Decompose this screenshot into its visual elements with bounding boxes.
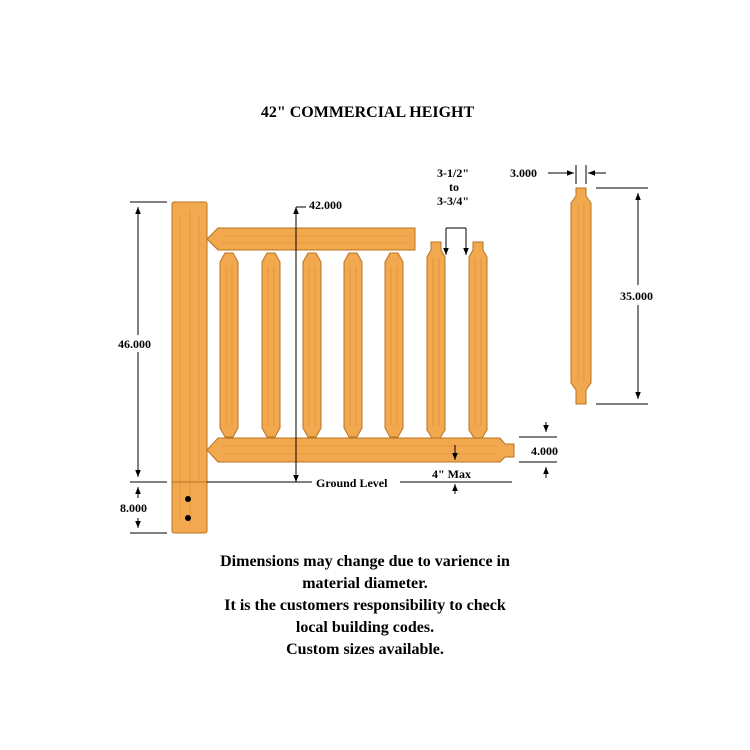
spindle — [427, 242, 445, 438]
spindle — [220, 253, 238, 437]
top-rail — [207, 228, 415, 250]
dim-spindle-gap — [437, 166, 469, 255]
label-rail-height: 42.000 — [309, 198, 342, 212]
dim-spindle-length — [596, 188, 653, 404]
fence-post — [172, 202, 207, 533]
spindle — [469, 242, 487, 438]
note-line: material diameter. — [302, 575, 428, 592]
label-post-bury: 8.000 — [120, 501, 147, 515]
spindles — [220, 242, 487, 438]
spindle — [262, 253, 280, 437]
label-ground-clearance: 4" Max — [432, 467, 471, 481]
bottom-rail — [207, 438, 514, 462]
bolt-hole-top — [185, 496, 191, 502]
label-spindle-length: 35.000 — [620, 289, 653, 303]
label-ground-level: Ground Level — [316, 476, 388, 490]
label-post-height: 46.000 — [118, 337, 151, 351]
dim-bottom-rail — [519, 422, 558, 478]
note-line: local building codes. — [295, 619, 435, 636]
dim-post-height — [118, 202, 167, 482]
label-gap-line3: 3-3/4" — [437, 194, 469, 208]
spindle-detail — [571, 188, 591, 404]
label-gap-line2: to — [449, 180, 459, 194]
notes — [150, 551, 580, 661]
spindle — [385, 253, 403, 437]
label-gap-line1: 3-1/2" — [437, 166, 469, 180]
dim-spindle-width — [510, 165, 606, 184]
spindle — [344, 253, 362, 437]
note-line: Custom sizes available. — [286, 641, 444, 658]
label-bottom-rail: 4.000 — [531, 444, 558, 458]
label-spindle-width: 3.000 — [510, 166, 537, 180]
note-line: It is the customers responsibility to check — [224, 597, 506, 614]
diagram-title: 42" COMMERCIAL HEIGHT — [260, 104, 475, 121]
note-line: Dimensions may change due to varience in — [220, 553, 510, 570]
dim-post-bury — [120, 487, 167, 533]
spindle — [303, 253, 321, 437]
bolt-hole-bottom — [185, 515, 191, 521]
